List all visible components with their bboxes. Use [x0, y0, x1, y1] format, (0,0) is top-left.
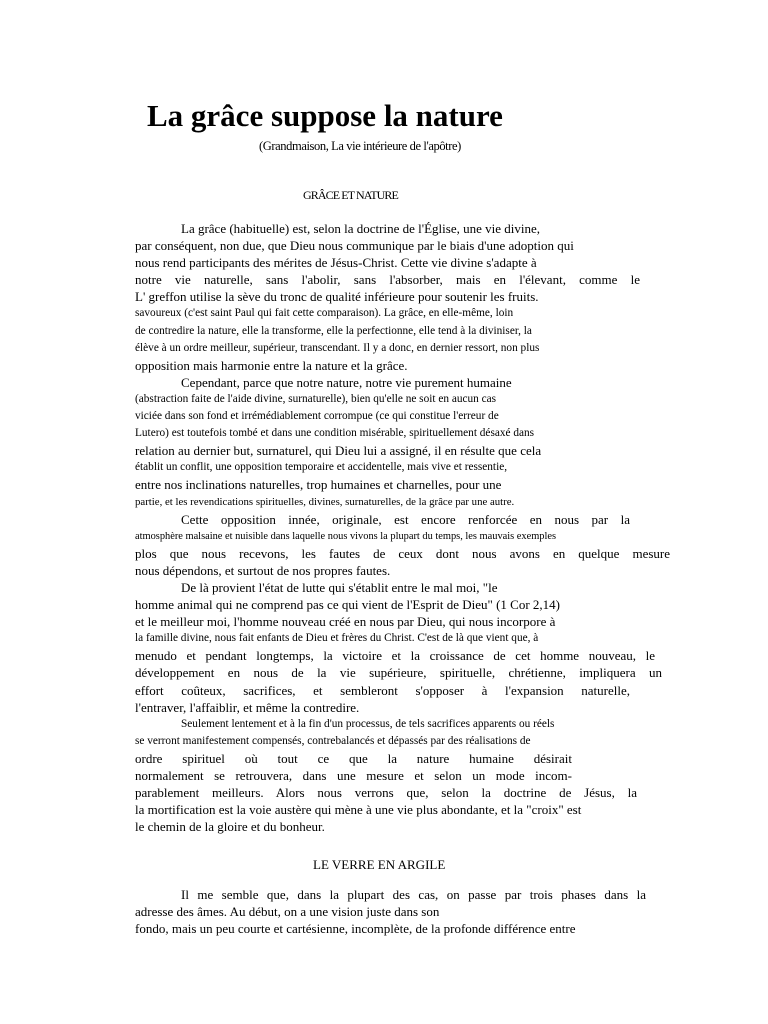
paragraph-line: menudo et pendant longtemps, la victoire et la croissance de cet homme nouveau, le — [135, 648, 655, 664]
paragraph-line: partie, et les revendications spirituelles, divines, surnaturelles, de la grâce par une autre. — [135, 495, 515, 508]
paragraph-line: le chemin de la gloire et du bonheur. — [135, 819, 325, 835]
paragraph-line: opposition mais harmonie entre la nature et la grâce. — [135, 357, 408, 373]
paragraph-line: La grâce (habituelle) est, selon la doctrine de l'Église, une vie divine, — [181, 221, 540, 236]
paragraph-line: de contredire la nature, elle la transforme, elle la perfectionne, elle tend à la diviniser, la — [135, 324, 532, 337]
paragraph-line: (abstraction faite de l'aide divine, surnaturelle), bien qu'elle ne soit en aucun cas — [135, 392, 497, 405]
document-subtitle: (Grandmaison, La vie intérieure de l'apôtre) — [259, 139, 461, 153]
paragraph-line: l'entraver, l'affaiblir, et même la contredire. — [135, 699, 360, 715]
paragraph-line: Seulement lentement et à la fin d'un processus, de tels sacrifices apparents ou réels — [181, 717, 555, 730]
paragraph-line: la famille divine, nous fait enfants de Dieu et frères du Christ. C'est de là que vient que, à — [135, 632, 539, 645]
paragraph-line: effort coûteux, sacrifices, et sembleront s'opposer à l'expansion naturelle, — [135, 682, 630, 698]
section-body-le-verre-en-argile — [135, 886, 670, 937]
paragraph-line: ordre spirituel où tout ce que la nature humaine désirait — [135, 750, 572, 766]
paragraph-line: savoureux (c'est saint Paul qui fait cette comparaison). La grâce, en elle-même, loin — [135, 307, 514, 320]
paragraph-line: par conséquent, non due, que Dieu nous communique par le biais d'une adoption qui — [135, 238, 574, 254]
paragraph-line: relation au dernier but, surnaturel, qui Dieu lui a assigné, il en résulte que cela — [135, 443, 542, 459]
paragraph-line: fondo, mais un peu courte et cartésienne, incomplète, de la profonde différence entre — [135, 921, 576, 937]
paragraph-line: Cette opposition innée, originale, est encore renforcée en nous par la — [181, 511, 630, 527]
paragraph-line: plos que nous recevons, les fautes de ceux dont nous avons en quelque mesure — [135, 545, 670, 561]
paragraph-line: nous dépendons, et surtout de nos propres fautes. — [135, 562, 391, 578]
paragraph-line: et le meilleur moi, l'homme nouveau créé en nous par Dieu, qui nous incorpore à — [135, 614, 556, 630]
paragraph-line: élève à un ordre meilleur, supérieur, transcendant. Il y a donc, en dernier ressort, non plus — [135, 341, 540, 354]
paragraph-line: parablement meilleurs. Alors nous verrons que, selon la doctrine de Jésus, la — [135, 785, 637, 801]
paragraph-line: établit un conflit, une opposition temporaire et accidentelle, mais vive et ressentie, — [135, 461, 508, 474]
paragraph-line: notre vie naturelle, sans l'abolir, sans l'absorber, mais en l'élevant, comme le — [135, 272, 640, 288]
section-heading-grace-et-nature: GRÂCE ET NATURE — [303, 188, 398, 202]
paragraph-line: se verront manifestement compensés, contrebalancés et dépassés par des réalisations de — [135, 734, 531, 747]
paragraph-line: De là provient l'état de lutte qui s'établit entre le mal moi, "le — [181, 579, 498, 595]
paragraph-line: développement en nous de la vie supérieure, spirituelle, chrétienne, impliquera un — [135, 665, 662, 681]
paragraph-line: L' greffon utilise la sève du tronc de qualité inférieure pour soutenir les fruits. — [135, 289, 539, 305]
paragraph-line: adresse des âmes. Au début, on a une vision juste dans son — [135, 904, 440, 920]
paragraph-line: nous rend participants des mérites de Jésus-Christ. Cette vie divine s'adapte à — [135, 255, 537, 271]
paragraph-line: Il me semble que, dans la plupart des cas, on passe par trois phases dans la — [181, 887, 646, 902]
paragraph-line: homme animal qui ne comprend pas ce qui vient de l'Esprit de Dieu" (1 Cor 2,14) — [135, 597, 560, 613]
section-body-grace-et-nature — [135, 220, 670, 835]
paragraph-line: atmosphère malsaine et nuisible dans laquelle nous vivons la plupart du temps, les mauvais exemples — [135, 530, 557, 542]
paragraph-line: normalement se retrouvera, dans une mesure et selon un mode incom- — [135, 768, 572, 783]
section-heading-le-verre-en-argile: LE VERRE EN ARGILE — [313, 857, 446, 872]
paragraph-line: Lutero) est toutefois tombé et dans une condition misérable, spirituellement désaxé dans — [135, 427, 535, 440]
paragraph-line: entre nos inclinations naturelles, trop humaines et charnelles, pour une — [135, 477, 502, 493]
document-title: La grâce suppose la nature — [147, 98, 503, 133]
paragraph-line: Cependant, parce que notre nature, notre vie purement humaine — [181, 374, 512, 390]
paragraph-line: la mortification est la voie austère qui mène à une vie plus abondante, et la "croix" est — [135, 802, 582, 818]
paragraph-line: viciée dans son fond et irrémédiablement corrompue (ce qui constitue l'erreur de — [135, 410, 499, 423]
